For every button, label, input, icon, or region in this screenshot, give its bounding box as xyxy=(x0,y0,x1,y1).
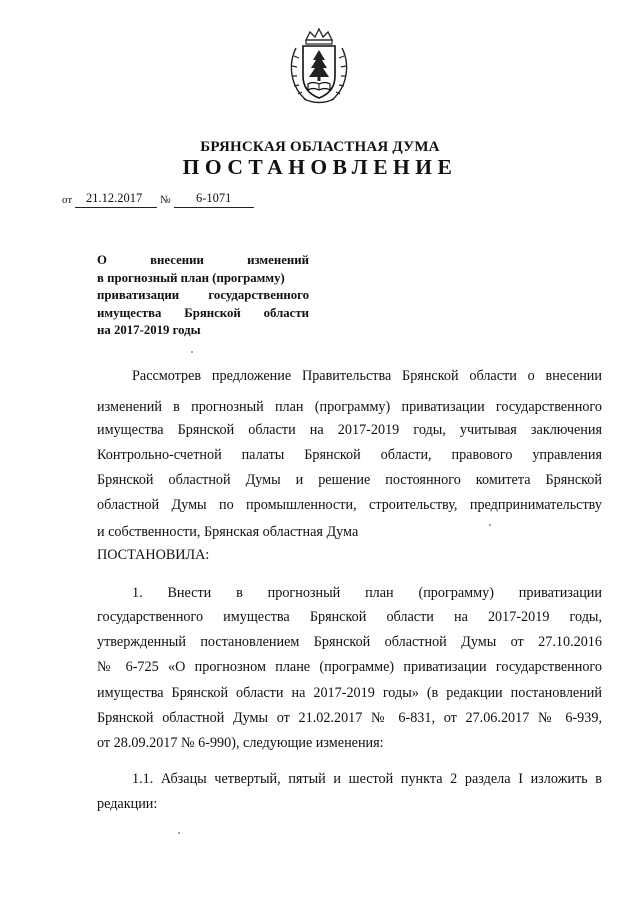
subject-line: на 2017-2019 годы xyxy=(97,323,201,338)
preamble-line: и собственности, Брянская областная Дума xyxy=(97,524,359,540)
document-type-title: ПОСТАНОВЛЕНИЕ xyxy=(182,155,458,179)
preamble-line: Брянской областной Думы и решение постоянного комитета Брянской xyxy=(97,472,602,488)
item-1-line: от 28.09.2017 № 6-990), следующие изменения: xyxy=(97,735,384,751)
date-number-line xyxy=(62,191,322,209)
date-prefix: от xyxy=(62,194,73,206)
preamble-line: изменений в прогнозный план (программу) приватизации государственного xyxy=(97,399,602,415)
subject-line: приватизации государственного xyxy=(97,288,309,303)
number-prefix: № xyxy=(160,194,171,206)
resolved-heading: ПОСТАНОВИЛА: xyxy=(97,547,210,563)
document-subject xyxy=(97,252,309,340)
item-1-line: № 6-725 «О прогнозном плане (программе) приватизации государственного xyxy=(97,659,602,675)
item-1-1-line: редакции: xyxy=(97,796,158,812)
item-1-line: 1. Внести в прогнозный план (программу) приватизации xyxy=(132,585,602,601)
document-date: 21.12.2017 xyxy=(86,191,143,205)
document-number: 6-1071 xyxy=(196,191,232,205)
preamble-line: Контрольно-счетной палаты Брянской области, правового управления xyxy=(97,447,602,463)
item-1-line: государственного имущества Брянской области на 2017-2019 годы, xyxy=(97,609,602,625)
item-1-line: имущества Брянской области на 2017-2019 годы» (в редакции постановлений xyxy=(97,685,602,701)
preamble-line: имущества Брянской области на 2017-2019 годы, учитывая заключения xyxy=(97,422,602,438)
preamble-line: областной Думы по промышленности, строительству, предпринимательству xyxy=(97,497,602,513)
preamble-line: Рассмотрев предложение Правительства Брянской области о внесении xyxy=(132,368,602,384)
subject-line: имущества Брянской области xyxy=(97,305,309,320)
organization-title: БРЯНСКАЯ ОБЛАСТНАЯ ДУМА xyxy=(200,139,440,155)
item-1-line: Брянской областной Думы от 21.02.2017 № 6-831, от 27.06.2017 № 6-939, xyxy=(97,710,602,726)
subject-line: в прогнозный план (программу) xyxy=(97,270,285,285)
subject-line: О внесении изменений xyxy=(97,253,309,267)
coat-of-arms-icon xyxy=(286,26,352,106)
item-1-line: утвержденный постановлением Брянской областной Думы от 27.10.2016 xyxy=(97,634,602,650)
item-1-1-line: 1.1. Абзацы четвертый, пятый и шестой пункта 2 раздела I изложить в xyxy=(132,771,602,787)
